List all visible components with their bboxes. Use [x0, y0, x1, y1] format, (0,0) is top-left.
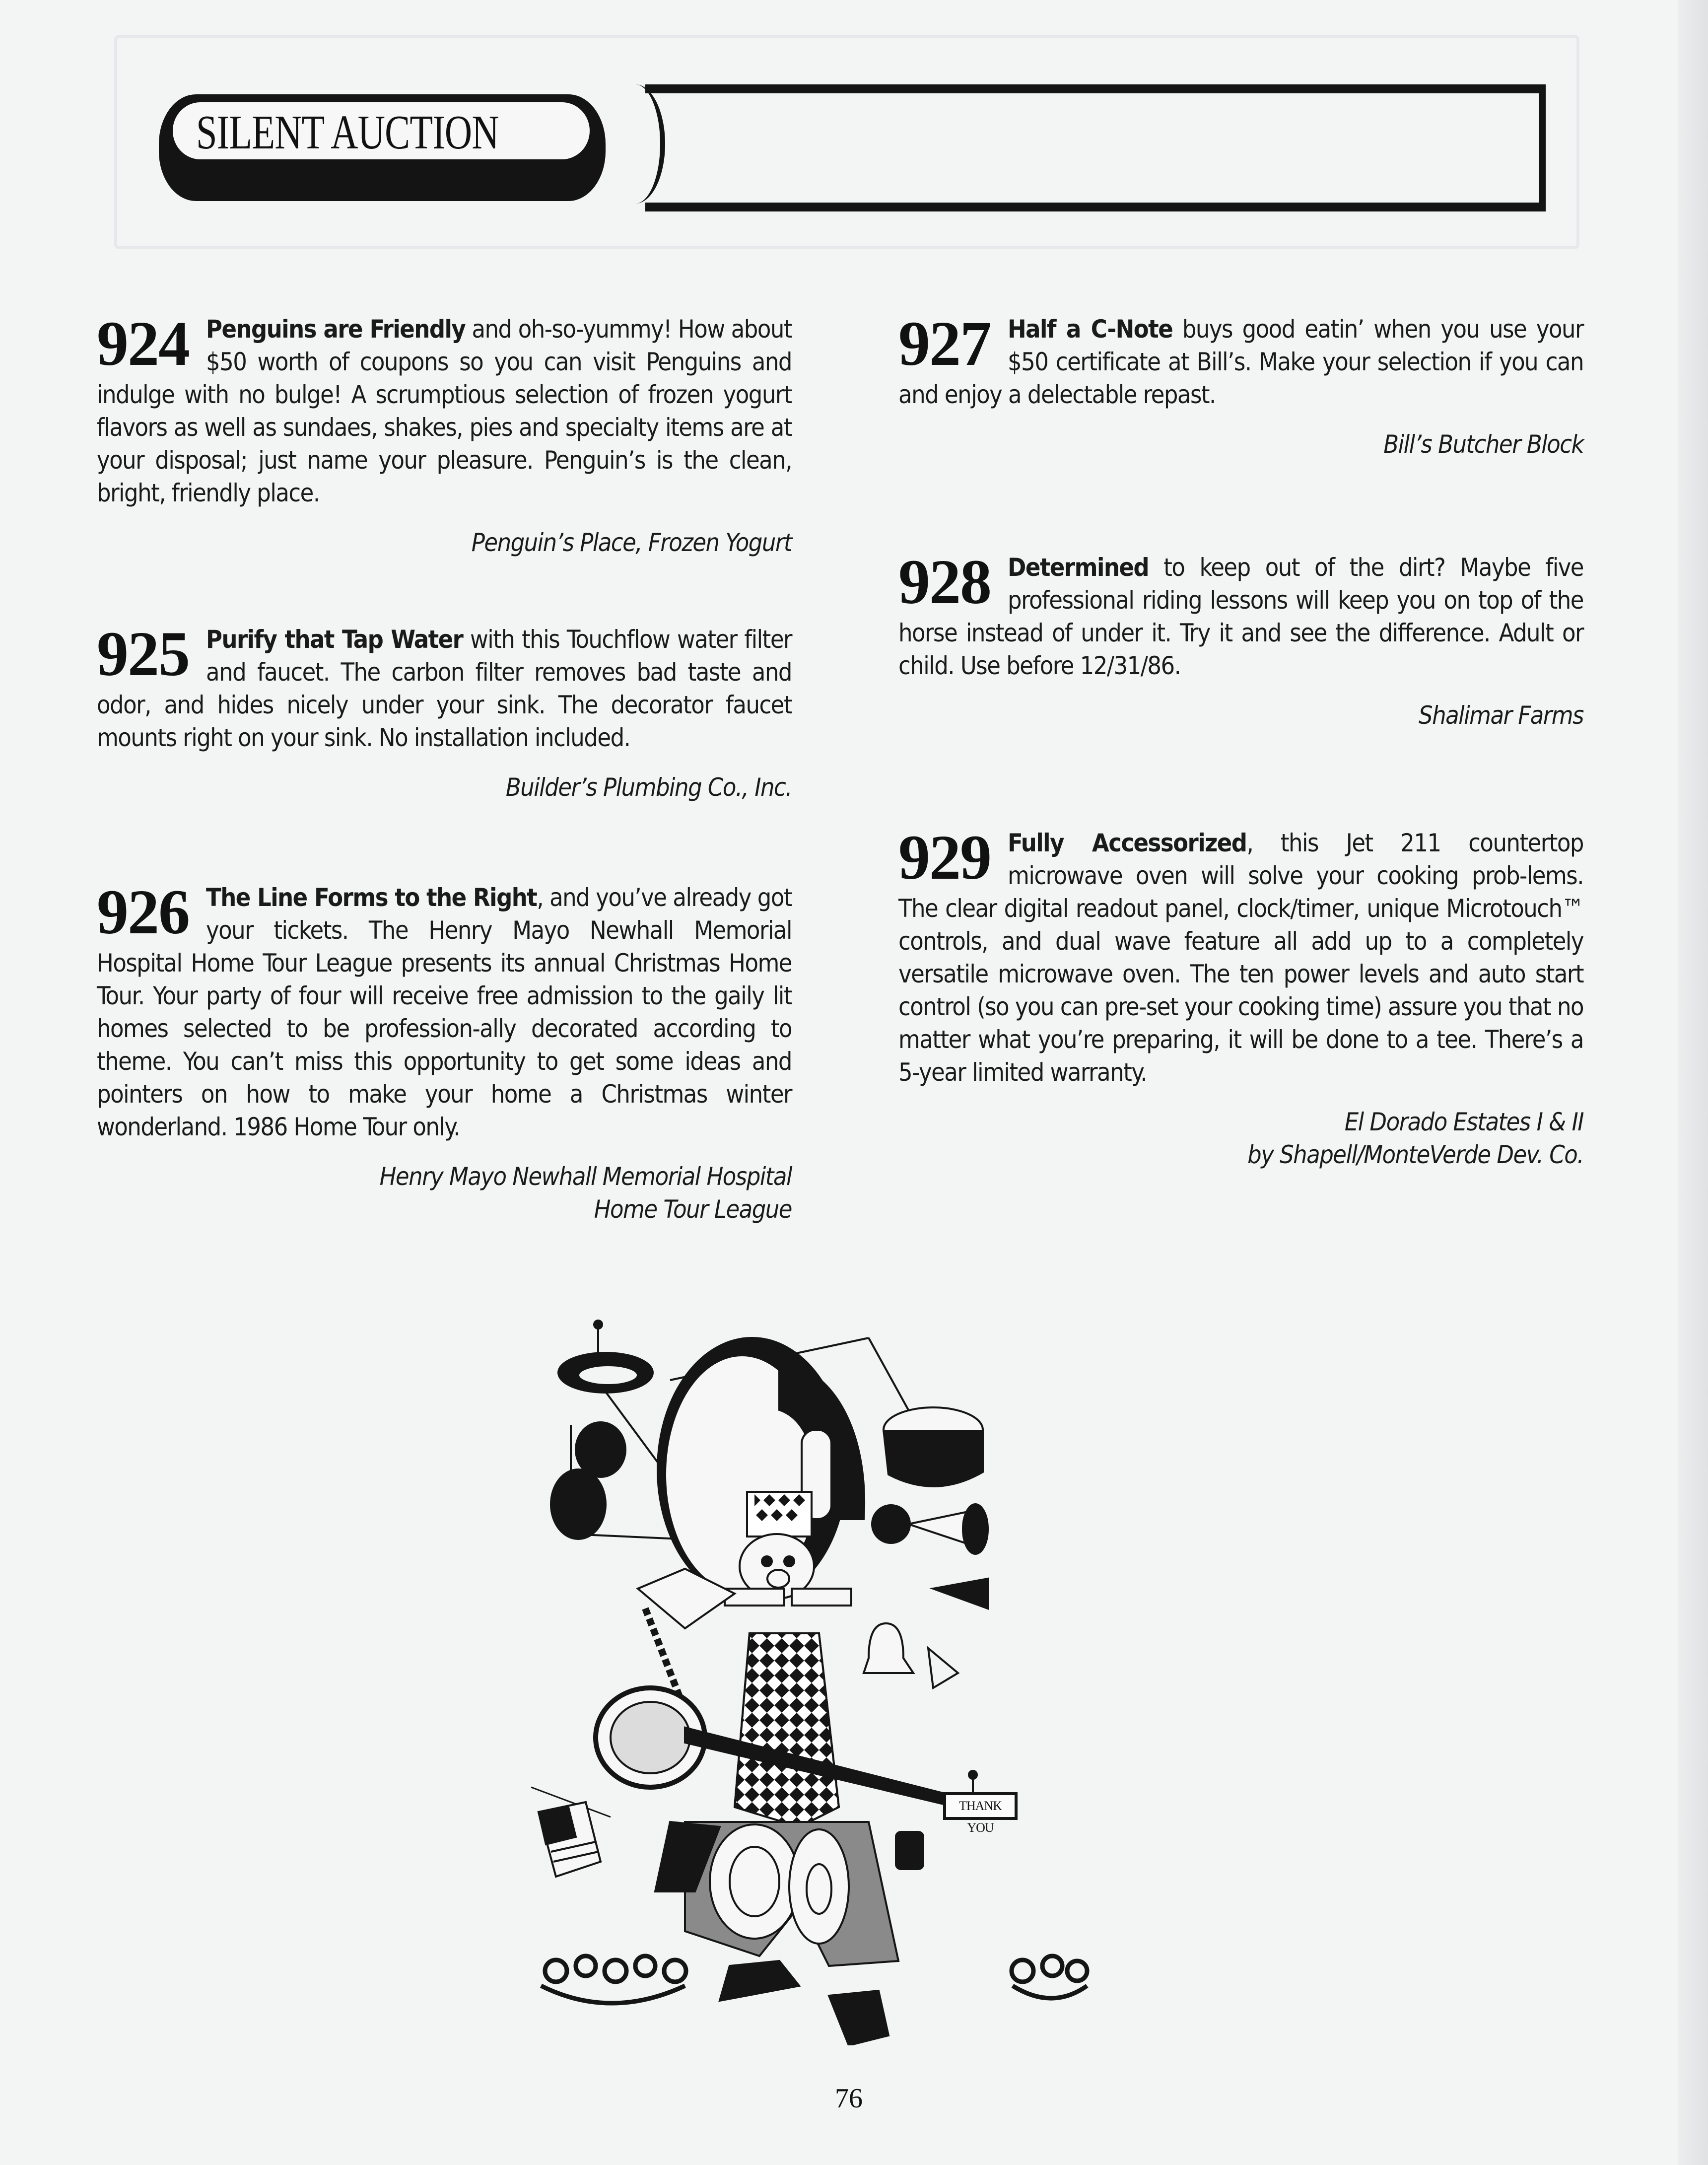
item-description	[898, 547, 1583, 682]
american-flag-icon	[531, 1787, 611, 1877]
page-number: 76	[835, 2083, 863, 2114]
item-donor	[97, 526, 792, 559]
item-number: 928	[898, 547, 991, 617]
item-donor	[898, 428, 1583, 461]
one-man-band-illustration	[521, 1311, 1092, 2045]
item-headline: Fully Accessorized	[1008, 829, 1247, 857]
auction-item-928	[898, 547, 1583, 732]
gong-icon	[576, 1422, 625, 1477]
shoe-icon	[829, 1991, 888, 2045]
item-description	[898, 308, 1583, 411]
bell-icon	[864, 1623, 913, 1673]
shoe-icon	[720, 1961, 799, 2001]
scroll-ornament-right	[1012, 1956, 1087, 1998]
cup-icon	[896, 1832, 923, 1869]
horn-icon	[933, 1579, 988, 1608]
item-description	[97, 619, 792, 754]
item-headline: Penguins are Friendly	[206, 315, 466, 344]
pants	[655, 1822, 898, 1966]
item-headline: Determined	[1008, 553, 1149, 582]
item-donor	[898, 1106, 1583, 1171]
thank-you-sign: THANK YOU	[943, 1792, 1018, 1820]
silent-auction-banner	[149, 94, 1544, 213]
banner-frame-curve	[630, 84, 665, 204]
item-headline: Purify that Tap Water	[206, 625, 463, 654]
donor-line: Bill’s Butcher Block	[1383, 430, 1583, 459]
scroll-ornament-left	[541, 1956, 686, 2003]
item-text: and oh-so-yummy! How about $50 worth of coupons so you can visit Penguins and indulge with no bulge! A scrumptious selection of frozen yogurt flavors as well as sundaes, shakes, pies and specialty items are at your disposal; just name your pleasure. Penguin’s is the clean, bright, friendly place.	[97, 315, 792, 507]
item-text: , and you’ve already got your tickets. The Henry Mayo Newhall Memorial Hospital Home Tour League presents its annual Christmas Home Tour. Your party of four will receive free admission to the gaily lit homes selected to be profession-ally decorated according to theme. You can’t miss this opportunity to get some ideas and pointers on how to make your home a Christmas winter wonderland. 1986 Home Tour only.	[97, 883, 792, 1141]
item-text: , this Jet 211 countertop microwave oven will solve your cooking prob-lems. The clear digital readout panel, clock/timer, unique Microtouch™ controls, and dual wave feature all add up to a completely versatile microwave oven. The ten power levels and auto start control (so you can pre-set your cooking time) assure you that no matter what you’re preparing, it will be done to a tee. There’s a 5-year limited warranty.	[898, 829, 1583, 1087]
item-number: 927	[898, 308, 991, 379]
snare-drum-icon	[884, 1407, 983, 1486]
item-description	[898, 822, 1583, 1089]
donor-line: Shalimar Farms	[1419, 701, 1583, 730]
item-number: 925	[97, 619, 189, 689]
item-text: to keep out of the dirt? Maybe five professional riding lessons will keep you on top of the horse instead of under it. Try it and see the difference. Adult or child. Use before 12/31/86.	[898, 553, 1583, 680]
cymbal-icon	[558, 1321, 653, 1393]
gong-icon	[551, 1469, 606, 1539]
item-headline: The Line Forms to the Right	[206, 883, 537, 912]
harmonica-icon	[792, 1589, 851, 1606]
donor-line: by Shapell/MonteVerde Dev. Co.	[1247, 1140, 1583, 1169]
auction-item-924	[97, 308, 792, 559]
auction-item-927	[898, 308, 1583, 461]
item-text: with this Touchflow water filter and faucet. The carbon filter removes bad taste and odor, and hides nicely under your sink. The decorator faucet mounts right on your sink. No installation included.	[97, 625, 792, 752]
donor-line: Builder’s Plumbing Co., Inc.	[505, 773, 792, 802]
item-text: buys good eatin’ when you use your $50 certificate at Bill’s. Make your selection if you can and enjoy a delectable repast.	[898, 315, 1583, 409]
auction-item-925	[97, 619, 792, 804]
donor-line: Henry Mayo Newhall Memorial Hospital	[379, 1162, 792, 1191]
item-donor	[898, 699, 1583, 732]
harmonica-icon	[725, 1589, 784, 1606]
auction-item-929	[898, 822, 1583, 1171]
item-description	[97, 308, 792, 509]
item-donor	[97, 1160, 792, 1226]
triangle-icon	[928, 1648, 958, 1688]
auction-item-926	[97, 877, 792, 1226]
page-edge-shadow	[1678, 0, 1708, 2165]
accordion-bellows	[645, 1608, 680, 1698]
item-headline: Half a C-Note	[1008, 315, 1173, 344]
checkered-vest	[735, 1633, 839, 1827]
page-title: SILENT AUCTION	[196, 106, 499, 159]
donor-line: El Dorado Estates I & II	[1344, 1108, 1583, 1136]
item-number: 924	[97, 308, 189, 379]
horn-icon	[872, 1504, 988, 1554]
item-number: 926	[97, 877, 189, 947]
donor-line: Home Tour League	[594, 1195, 792, 1224]
donor-line: Penguin’s Place, Frozen Yogurt	[471, 528, 792, 557]
item-number: 929	[898, 822, 991, 893]
banner-frame	[645, 84, 1546, 211]
item-description	[97, 877, 792, 1143]
item-donor	[97, 771, 792, 804]
